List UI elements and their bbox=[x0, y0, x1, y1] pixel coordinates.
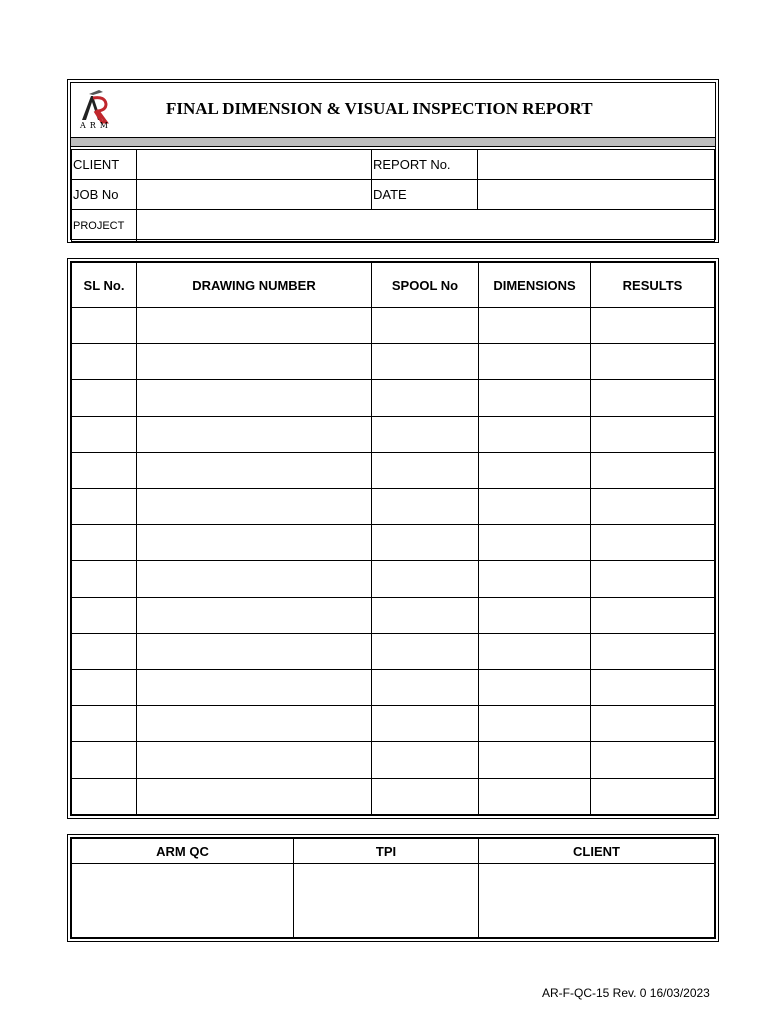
table-cell[interactable] bbox=[479, 778, 591, 814]
column-header: SL No. bbox=[72, 263, 137, 308]
inspection-table bbox=[70, 261, 716, 816]
client-signature-field[interactable] bbox=[479, 864, 715, 938]
table-cell[interactable] bbox=[372, 633, 479, 669]
table-cell[interactable] bbox=[372, 308, 479, 344]
tpi-header: TPI bbox=[294, 839, 479, 864]
table-row bbox=[72, 742, 715, 778]
date-field[interactable] bbox=[478, 180, 715, 210]
table-cell[interactable] bbox=[372, 416, 479, 452]
table-cell[interactable] bbox=[479, 308, 591, 344]
column-header: SPOOL No bbox=[372, 263, 479, 308]
table-cell[interactable] bbox=[479, 670, 591, 706]
table-cell[interactable] bbox=[479, 597, 591, 633]
table-cell[interactable] bbox=[137, 308, 372, 344]
table-cell[interactable] bbox=[591, 416, 715, 452]
table-cell[interactable] bbox=[372, 489, 479, 525]
table-cell[interactable] bbox=[591, 706, 715, 742]
table-cell[interactable] bbox=[72, 561, 137, 597]
report-no-label: REPORT No. bbox=[372, 150, 478, 180]
client-field[interactable] bbox=[137, 150, 372, 180]
table-cell[interactable] bbox=[137, 489, 372, 525]
table-cell[interactable] bbox=[72, 452, 137, 488]
job-no-label: JOB No bbox=[72, 180, 137, 210]
table-cell[interactable] bbox=[591, 742, 715, 778]
table-cell[interactable] bbox=[372, 742, 479, 778]
table-row bbox=[72, 706, 715, 742]
table-cell[interactable] bbox=[591, 525, 715, 561]
table-cell[interactable] bbox=[137, 706, 372, 742]
table-cell[interactable] bbox=[372, 380, 479, 416]
table-cell[interactable] bbox=[479, 489, 591, 525]
table-cell[interactable] bbox=[137, 344, 372, 380]
table-cell[interactable] bbox=[479, 706, 591, 742]
table-cell[interactable] bbox=[591, 452, 715, 488]
table-cell[interactable] bbox=[72, 633, 137, 669]
table-cell[interactable] bbox=[479, 525, 591, 561]
table-cell[interactable] bbox=[479, 344, 591, 380]
table-row bbox=[72, 344, 715, 380]
table-cell[interactable] bbox=[72, 670, 137, 706]
table-cell[interactable] bbox=[372, 525, 479, 561]
table-row bbox=[72, 380, 715, 416]
client-label: CLIENT bbox=[72, 150, 137, 180]
table-cell[interactable] bbox=[137, 742, 372, 778]
table-row bbox=[72, 525, 715, 561]
client-sign-header: CLIENT bbox=[479, 839, 715, 864]
table-row bbox=[72, 489, 715, 525]
project-field[interactable] bbox=[137, 210, 715, 242]
table-cell[interactable] bbox=[72, 416, 137, 452]
signature-table bbox=[70, 837, 716, 939]
separator-band bbox=[71, 137, 715, 147]
table-cell[interactable] bbox=[372, 597, 479, 633]
table-row bbox=[72, 633, 715, 669]
table-cell[interactable] bbox=[137, 380, 372, 416]
logo-text: ARM bbox=[80, 121, 112, 130]
table-cell[interactable] bbox=[591, 670, 715, 706]
table-cell[interactable] bbox=[372, 706, 479, 742]
table-row bbox=[72, 308, 715, 344]
table-cell[interactable] bbox=[591, 597, 715, 633]
table-cell[interactable] bbox=[372, 778, 479, 814]
report-header bbox=[70, 82, 716, 240]
table-cell[interactable] bbox=[591, 344, 715, 380]
column-header: RESULTS bbox=[591, 263, 715, 308]
title-row bbox=[71, 83, 715, 137]
table-row bbox=[72, 452, 715, 488]
table-cell[interactable] bbox=[137, 597, 372, 633]
table-row bbox=[72, 670, 715, 706]
table-cell[interactable] bbox=[479, 742, 591, 778]
table-cell[interactable] bbox=[72, 778, 137, 814]
table-cell[interactable] bbox=[137, 778, 372, 814]
report-title: FINAL DIMENSION & VISUAL INSPECTION REPORT bbox=[166, 99, 593, 118]
table-row bbox=[72, 416, 715, 452]
table-cell[interactable] bbox=[72, 489, 137, 525]
job-no-field[interactable] bbox=[137, 180, 372, 210]
table-cell[interactable] bbox=[72, 525, 137, 561]
table-cell[interactable] bbox=[72, 380, 137, 416]
table-row bbox=[72, 597, 715, 633]
table-cell[interactable] bbox=[372, 344, 479, 380]
table-cell[interactable] bbox=[591, 561, 715, 597]
table-cell[interactable] bbox=[591, 489, 715, 525]
table-row bbox=[72, 561, 715, 597]
table-cell[interactable] bbox=[479, 416, 591, 452]
table-cell[interactable] bbox=[479, 452, 591, 488]
table-cell[interactable] bbox=[591, 778, 715, 814]
table-cell[interactable] bbox=[591, 633, 715, 669]
table-cell[interactable] bbox=[479, 633, 591, 669]
table-cell[interactable] bbox=[72, 742, 137, 778]
report-info-table bbox=[71, 149, 715, 242]
table-cell[interactable] bbox=[137, 670, 372, 706]
table-cell[interactable] bbox=[137, 525, 372, 561]
table-cell[interactable] bbox=[372, 561, 479, 597]
table-cell[interactable] bbox=[137, 416, 372, 452]
column-header: DIMENSIONS bbox=[479, 263, 591, 308]
table-cell[interactable] bbox=[137, 561, 372, 597]
table-row bbox=[72, 778, 715, 814]
table-cell[interactable] bbox=[372, 452, 479, 488]
document-code: AR-F-QC-15 Rev. 0 16/03/2023 bbox=[542, 986, 710, 1000]
table-header-row bbox=[72, 263, 715, 308]
project-label: PROJECT bbox=[72, 210, 137, 242]
table-cell[interactable] bbox=[137, 633, 372, 669]
column-header: DRAWING NUMBER bbox=[137, 263, 372, 308]
report-no-field[interactable] bbox=[478, 150, 715, 180]
table-cell[interactable] bbox=[591, 308, 715, 344]
table-cell[interactable] bbox=[137, 452, 372, 488]
arm-qc-signature-field[interactable] bbox=[72, 864, 294, 938]
table-cell[interactable] bbox=[72, 344, 137, 380]
arm-qc-header: ARM QC bbox=[72, 839, 294, 864]
table-cell[interactable] bbox=[372, 670, 479, 706]
table-cell[interactable] bbox=[72, 308, 137, 344]
table-cell[interactable] bbox=[479, 380, 591, 416]
table-cell[interactable] bbox=[479, 561, 591, 597]
signature-header-row bbox=[72, 839, 715, 864]
table-cell[interactable] bbox=[72, 706, 137, 742]
tpi-signature-field[interactable] bbox=[294, 864, 479, 938]
table-cell[interactable] bbox=[72, 597, 137, 633]
table-cell[interactable] bbox=[591, 380, 715, 416]
date-label: DATE bbox=[372, 180, 478, 210]
